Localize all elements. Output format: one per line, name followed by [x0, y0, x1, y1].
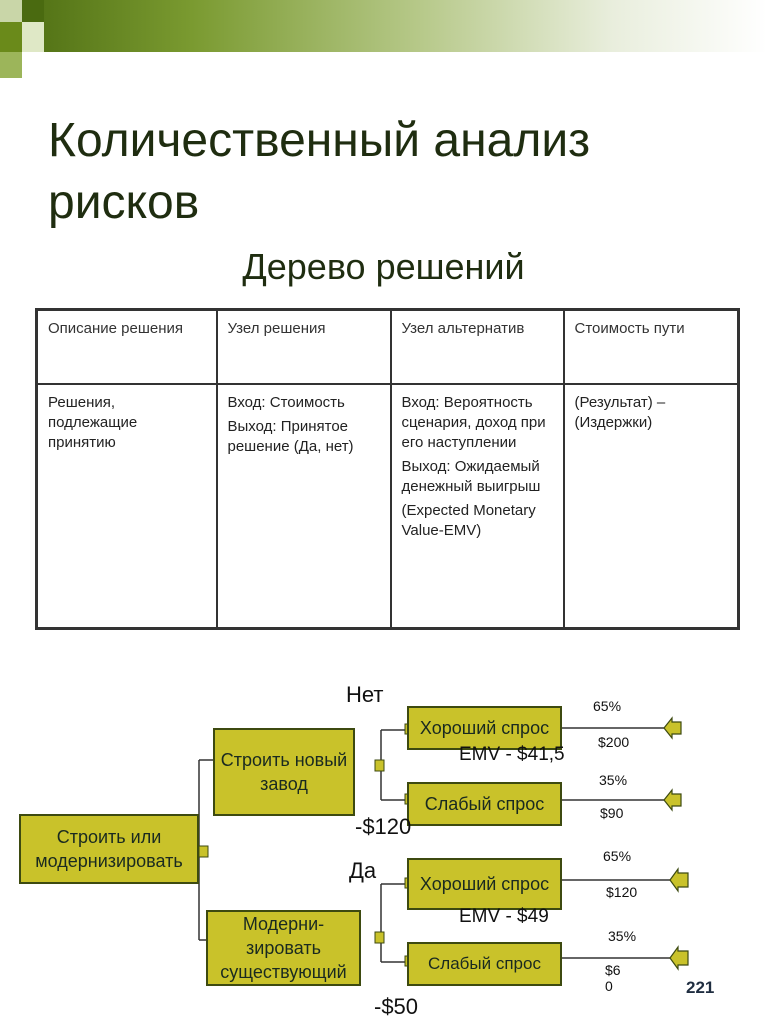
leaf-label: Слабый спрос [428, 954, 541, 973]
leaf-label: Хороший спрос [419, 874, 550, 894]
arrow-left-icon [670, 869, 688, 891]
probability-label: 65% [593, 698, 622, 714]
header-cell: Стоимость пути [564, 310, 739, 385]
cell-text: (Expected Monetary Value-EMV) [401, 502, 536, 539]
decision-label: Нет [346, 682, 384, 707]
value-label: $60 [605, 962, 621, 994]
leaf-weak-demand-1 [407, 782, 562, 826]
leaf-weak-demand-2 [407, 942, 562, 986]
branch-modernize-node [206, 910, 361, 986]
cost-label: -$50 [374, 994, 419, 1019]
branch-build-label: Строить новый завод [220, 750, 348, 794]
page-number: 221 [686, 978, 715, 997]
slide-subtitle: Дерево решений [242, 246, 525, 287]
branch-modernize-label: Модерни-зировать существующий [220, 914, 347, 982]
cell-text: Вход: Вероятность сценария, доход при его наступлении [401, 394, 546, 451]
slide-title: Количественный анализ рисков [48, 114, 591, 229]
root-node [19, 814, 199, 884]
value-label: $200 [598, 734, 630, 750]
probability-label: 65% [603, 848, 632, 864]
cell-text: Вход: Стоимость [227, 394, 345, 411]
branch-build-node [213, 728, 355, 816]
leaf-label: Хороший спрос [419, 718, 550, 738]
header-cell: Узел альтернатив [391, 310, 564, 385]
header-cell: Узел решения [217, 310, 391, 385]
cell-text: Выход: Ожидаемый денежный выигрыш [401, 458, 541, 495]
leaf-label: Слабый спрос [424, 794, 545, 814]
decision-label: Да [349, 858, 377, 883]
probability-label: 35% [608, 928, 637, 944]
value-label: $90 [600, 805, 624, 821]
arrow-left-icon [664, 718, 681, 738]
probability-label: 35% [599, 772, 628, 788]
cell-text: Решения, подлежащие принятию [48, 394, 138, 451]
leaf-good-demand-2 [407, 858, 562, 910]
root-node-label: Строить или модернизировать [35, 827, 183, 871]
emv-label: EMV - $49 [459, 906, 549, 927]
cell-text: Выход: Принятое решение (Да, нет) [227, 418, 354, 455]
arrow-left-icon [670, 947, 688, 969]
cost-label: -$120 [355, 814, 412, 839]
cell-text: (Результат) – (Издержки) [574, 394, 666, 431]
value-label: $120 [606, 884, 638, 900]
arrow-left-icon [664, 790, 681, 810]
header-cell: Описание решения [37, 310, 217, 385]
emv-label: EMV - $41,5 [459, 744, 565, 765]
